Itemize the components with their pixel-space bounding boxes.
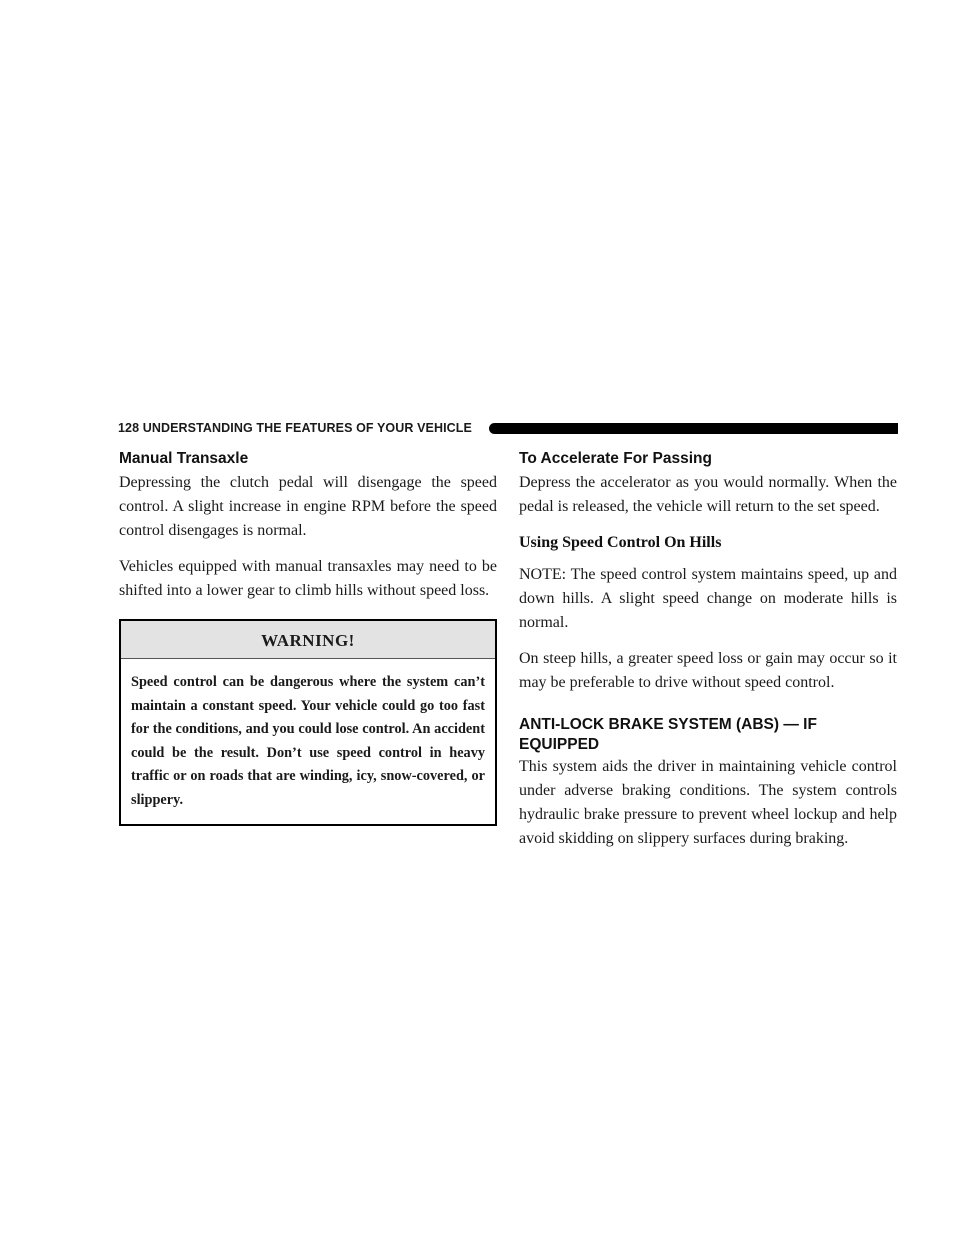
paragraph-lower-gear: Vehicles equipped with manual transaxles may need to be shifted into a lower gear to climb hills without speed loss. bbox=[119, 558, 497, 599]
warning-box bbox=[119, 619, 497, 826]
running-header bbox=[118, 419, 898, 437]
paragraph-clutch: Depressing the clutch pedal will disengage the speed control. A slight increase in engine RPM before the speed control disengages is normal. bbox=[119, 474, 497, 539]
page-number: 128 bbox=[118, 421, 140, 435]
header-bar bbox=[489, 423, 898, 434]
heading-accelerate-passing: To Accelerate For Passing bbox=[519, 450, 712, 467]
heading-manual-transaxle: Manual Transaxle bbox=[119, 450, 249, 467]
paragraph-note bbox=[519, 563, 897, 635]
note-text: The speed control system maintains speed, up and down hills. A slight speed change on moderate hills is normal. bbox=[519, 566, 898, 631]
section-title: UNDERSTANDING THE FEATURES OF YOUR VEHICLE bbox=[142, 421, 472, 435]
heading-abs: ANTI-LOCK BRAKE SYSTEM (ABS) — IF EQUIPPED bbox=[519, 716, 817, 753]
heading-speed-control-hills: Using Speed Control On Hills bbox=[519, 534, 722, 551]
paragraph-steep-hills: On steep hills, a greater speed loss or gain may occur so it may be preferable to drive without speed control. bbox=[519, 650, 897, 691]
page-header-text bbox=[118, 419, 472, 437]
paragraph-passing: Depress the accelerator as you would normally. When the pedal is released, the vehicle will return to the set speed. bbox=[519, 474, 897, 515]
warning-title: WARNING! bbox=[121, 621, 495, 659]
warning-body: Speed control can be dangerous where the system can’t maintain a constant speed. Your vehicle could go too fast for the conditions, and you could lose control. An accident could be the result. Don’t use speed control in heavy traffic or on roads that are winding, icy, snow-covered, or slippery. bbox=[131, 674, 485, 808]
right-column bbox=[519, 447, 897, 863]
left-column bbox=[119, 447, 497, 826]
paragraph-abs: This system aids the driver in maintaining vehicle control under adverse braking conditions. The system controls hydraulic brake pressure to prevent wheel lockup and help avoid skidding on slippery surfaces during braking. bbox=[519, 758, 897, 847]
note-label: NOTE: bbox=[519, 566, 567, 583]
